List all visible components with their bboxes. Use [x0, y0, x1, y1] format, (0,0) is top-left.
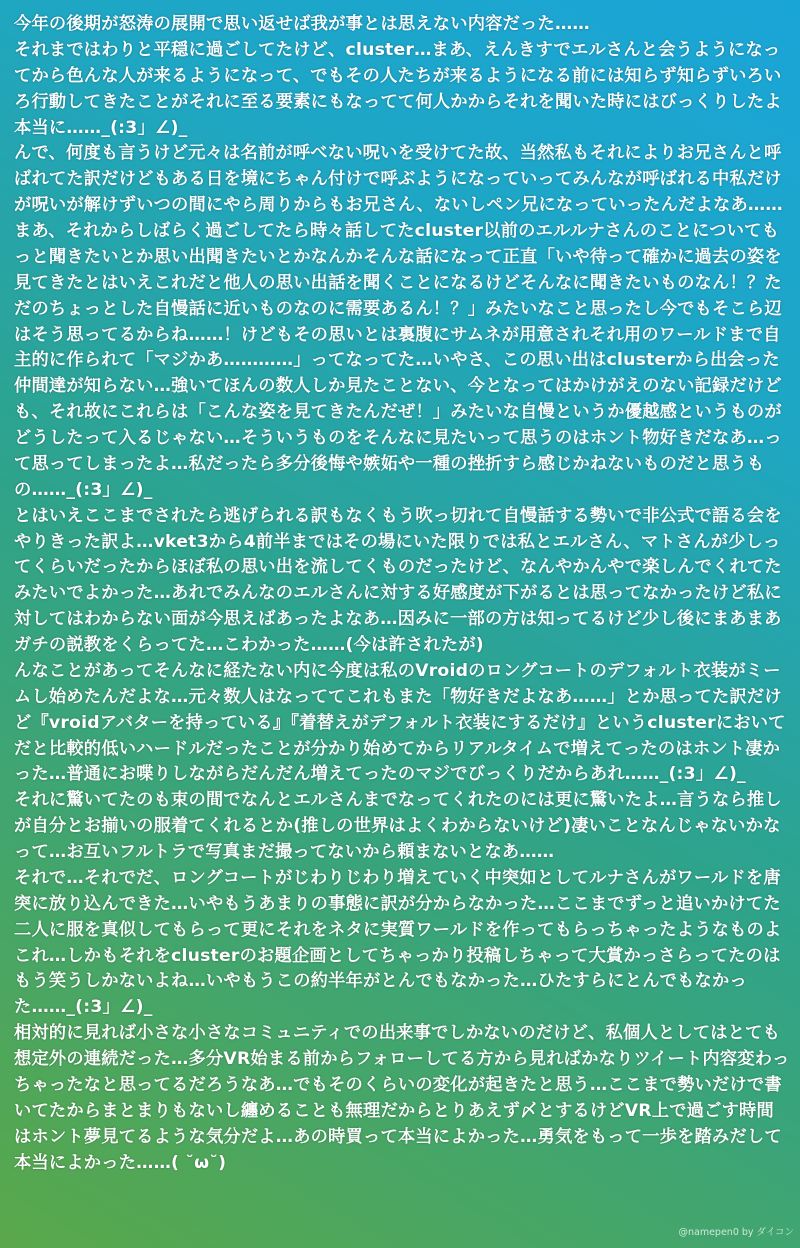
paragraph: それまではわりと平穏に過ごしてたけど、cluster…まあ、えんきすでエルさんと会うようになってから色んな人が来るようになって、でもその人たちが来るようになる前には知らず知らずいろいろ行動してきたことがそれに至る要素にもなってて何人かからそれを聞いた時にはびっくりしたよ本当に……_(:3」∠)_: [14, 39, 782, 138]
paragraph: んで、何度も言うけど元々は名前が呼べない呪いを受けてた故、当然私もそれによりお兄さんと呼ばれてた訳だけどもある日を境にちゃん付けで呼ぶようになっていってみんなが呼ばれる中私だけが呪いが解けずいつの間にやら周りからもお兄さん、ないしペン兄になっていったんだよなあ……: [14, 143, 783, 216]
paragraph: まあ、それからしばらく過ごしてたら時々話してたcluster以前のエルルナさんのことについてもっと聞きたいとか思い出聞きたいとかなんかそんな話になって正直「いや待って確かに過去の姿を見てきたとはいえこれだと他人の思い出話を聞くことになるけどそんなに聞きたいものなん！？ただのちょっとした自慢話に近いものなのに需要あるん！？」みたいなこと思ったし今でもそこら辺はそう思ってるからね……！けどもその思いとは裏腹にサムネが用意されそれ用のワールドまで自主的に作られて「マジかあ…………」ってなってた…いやさ、この思い出はclusterから出会った仲間達が知らない…強いてほんの数人しか見たことない、今となってはかけがえのない記録だけども、それ故にこれらは「こんな姿を見てきたんだぜ！」みたいな自慢というか優越感というものがどうしたって入るじゃない…そういうものをそんなに見たいって思うのはホント物好きだなあ…って思ってしまったよ…私だったら多分後悔や嫉妬や一種の挫折すら感じかねないものだと思うもの……_(:3」∠)_: [14, 221, 782, 500]
paragraph: んなことがあってそんなに経たない内に今度は私のVroidのロングコートのデフォルト衣装がミームし始めたんだよな…元々数人はなっててこれもまた「物好きだよなあ……」とか思ってた訳だけど『vroidアバターを持っている』『着替えがデフォルト衣装にするだけ』というclusterにおいてだと比較的低いハードルだったことが分かり始めてからリアルタイムで増えてったのはホント凄かった…普通にお喋りしながらだんだん増えてったのマジでびっくりだからあれ……_(:3」∠)_: [14, 660, 786, 785]
text-body: [14, 12, 790, 1176]
paragraph: それで…それでだ、ロングコートがじわりじわり増えていく中突如としてルナさんがワールドを唐突に放り込んできた…いやもうあまりの事態に訳が分からなかった…ここまでずっと追いかけてた二人に服を真似してもらって更にそれをネタに実質ワールドを作ってもらっちゃったようなものよこれ…しかもそれをclusterのお題企画としてちゃっかり投稿しちゃって大賞かっさらってたのはもう笑うしかないよね…いやもうこの約半年がとんでもなかった…ひたすらにとんでもなかった……_(:3」∠)_: [14, 867, 782, 1018]
paragraph: 今年の後期が怒涛の展開で思い返せば我が事とは思えない内容だった……: [14, 14, 590, 34]
credit-watermark: @namepen0 by ダイコン: [678, 1227, 794, 1238]
paragraph: それに驚いてたのも束の間でなんとエルさんまでなってくれたのには更に驚いたよ…言うなら推しが自分とお揃いの服着てくれるとか(推しの世界はよくわからないけど)凄いことなんじゃないかなって…お互いフルトラで写真まだ撮ってないから頼まないとなあ……: [14, 790, 782, 862]
paragraph: 相対的に見れば小さな小さなコミュニティでの出来事でしかないのだけど、私個人としてはとても想定外の連続だった…多分VR始まる前からフォローしてる方から見ればかなりツイート内容変わっちゃったなと思ってるだろうなあ…でもそのくらいの変化が起きたと思う…ここまで勢いだけで書いてたからまとまりもないし纏めることも無理だからとりあえず〆とするけどVR上で過ごす時間はホント夢見てるような気分だよ…あの時買って本当によかった…勇気をもって一歩を踏みだして本当によかった……( ˘ω˘): [14, 1023, 790, 1173]
paragraph: とはいえここまでされたら逃げられる訳もなくもう吹っ切れて自慢話する勢いで非公式で語る会をやりきった訳よ…vket3から4前半まではその場にいた限りでは私とエルさん、マトさんが少しってくらいだったからほぼ私の思い出を流してくものだったけど、なんやかんやで楽しんでくれてたみたいでよかった…あれでみんなのエルさんに対する好感度が下がるとは思ってなかったけど私に対してはわからない面が今思えばあったよなあ…因みに一部の方は知ってるけど少し後にまあまあガチの説教をくらってた…こわかった……(今は許されたが): [14, 505, 782, 655]
